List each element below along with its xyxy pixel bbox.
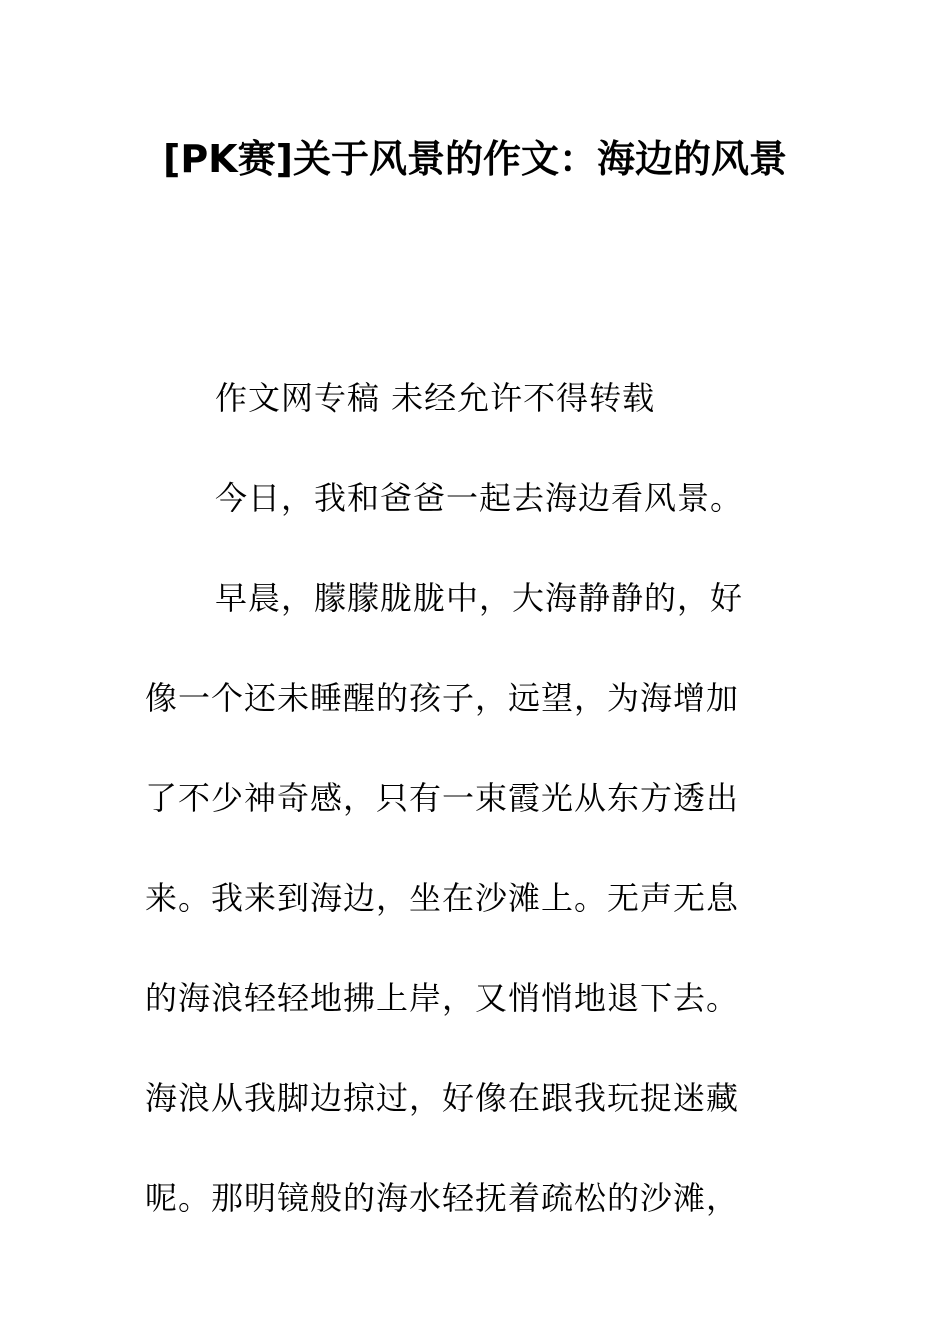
paragraph-line-source-note: 作文网专稿 未经允许不得转载 bbox=[215, 379, 656, 417]
paragraph-line: 今日，我和爸爸一起去海边看风景。 bbox=[215, 479, 744, 517]
document-title: [PK赛]关于风景的作文：海边的风景 bbox=[162, 137, 788, 181]
paragraph-line: 海浪从我脚边掠过，好像在跟我玩捉迷藏 bbox=[145, 1079, 740, 1117]
paragraph-line: 呢。那明镜般的海水轻抚着疏松的沙滩， bbox=[145, 1179, 740, 1217]
paragraph-line: 的海浪轻轻地拂上岸，又悄悄地退下去。 bbox=[145, 979, 740, 1017]
paragraph-line: 了不少神奇感，只有一束霞光从东方透出 bbox=[145, 779, 740, 817]
paragraph-line: 早晨，朦朦胧胧中，大海静静的，好 bbox=[215, 579, 744, 617]
paragraph-line: 来。我来到海边，坐在沙滩上。无声无息 bbox=[145, 879, 740, 917]
paragraph-line: 像一个还未睡醒的孩子，远望，为海增加 bbox=[145, 679, 740, 717]
